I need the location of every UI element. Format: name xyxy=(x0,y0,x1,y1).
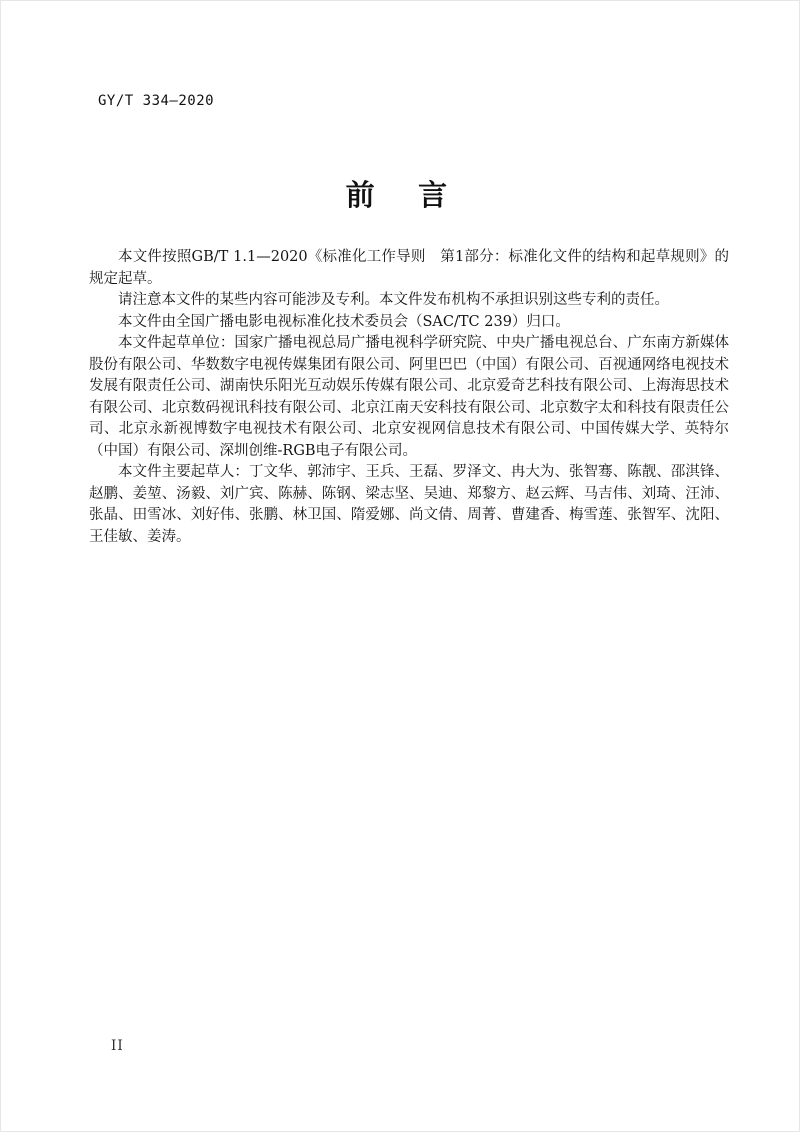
standard-number-header: GY/T 334—2020 xyxy=(98,93,215,109)
page-title: 前 言 xyxy=(345,178,455,212)
foreword-body xyxy=(89,247,729,548)
paragraph-drafting-rules: 本文件按照GB/T 1.1—2020《标准化工作导则 第1部分：标准化文件的结构和起草规则》的规定起草。 xyxy=(89,249,729,287)
page-number: II xyxy=(111,1038,124,1054)
paragraph-main-drafters: 本文件主要起草人：丁文华、郭沛宇、王兵、王磊、罗泽文、冉大为、张智骞、陈靓、邵淇锋、赵鹏、姜堃、汤毅、刘广宾、陈赫、陈钢、梁志坚、吴迪、郑黎方、赵云辉、马吉伟、刘琦、汪沛、张晶、田雪冰、刘好伟、张鹏、林卫国、隋爱娜、尚文倩、周菁、曹建香、梅雪莲、张智军、沈阳、王佳敏、姜涛。 xyxy=(89,464,729,545)
paragraph-drafting-organizations: 本文件起草单位：国家广播电视总局广播电视科学研究院、中央广播电视总台、广东南方新媒体股份有限公司、华数数字电视传媒集团有限公司、阿里巴巴（中国）有限公司、百视通网络电视技术发展有限责任公司、湖南快乐阳光互动娱乐传媒有限公司、北京爱奇艺科技有限公司、上海海思技术有限公司、北京数码视讯科技有限公司、北京江南天安科技有限公司、北京数字太和科技有限责任公司、北京永新视博数字电视技术有限公司、北京安视网信息技术有限公司、中国传媒大学、英特尔（中国）有限公司、深圳创维-RGB电子有限公司。 xyxy=(89,335,729,459)
paragraph-patent-notice: 请注意本文件的某些内容可能涉及专利。本文件发布机构不承担识别这些专利的责任。 xyxy=(118,292,669,308)
paragraph-committee: 本文件由全国广播电影电视标准化技术委员会（SAC/TC 239）归口。 xyxy=(118,313,570,330)
